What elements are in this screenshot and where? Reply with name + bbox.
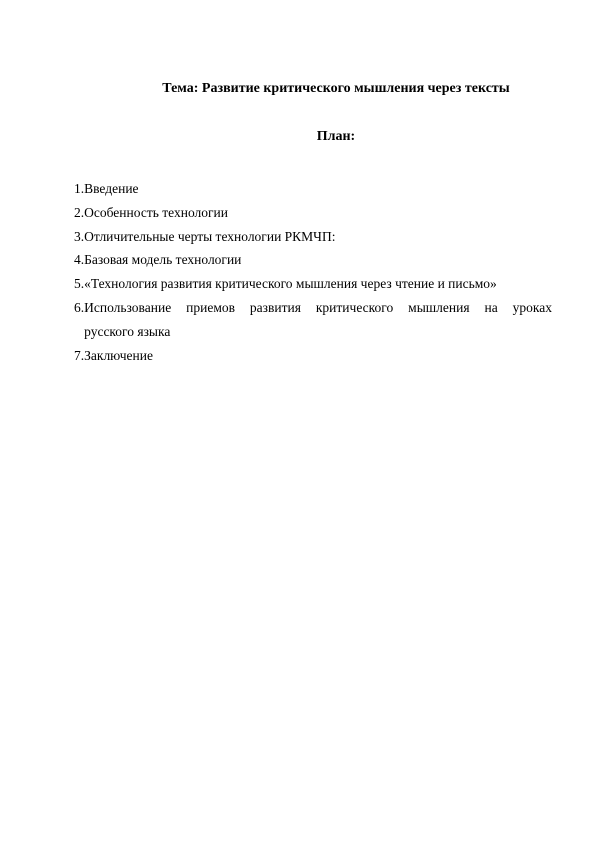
plan-item-text: Введение [84,181,139,196]
plan-item-text: Отличительные черты технологии РКМЧП: [84,228,336,244]
plan-item-text-block [84,296,552,344]
plan-item-number: 5. [74,276,85,292]
plan-item-number: 4. [74,252,85,268]
plan-item-4 [74,248,552,272]
plan-item-2 [74,201,552,225]
document-title: Тема: Развитие критического мышления через тексты [162,81,510,96]
plan-item-text: Использование приемов развития критического мышления на уроках [84,299,552,315]
plan-item-5 [74,272,552,296]
plan-item-number: 1. [74,181,85,196]
plan-item-text: Базовая модель технологии [84,252,242,268]
plan-heading: План: [316,129,356,144]
plan-item-number: 3. [74,228,85,244]
plan-item-7 [74,344,552,368]
plan-item-6 [74,296,552,344]
plan-item-number: 2. [74,204,85,220]
plan-item-1 [74,177,552,201]
plan-item-text: Заключение [84,347,153,363]
plan-list [74,177,552,367]
plan-item-number: 6. [74,299,85,315]
plan-item-number: 7. [74,347,85,363]
plan-item-text-continuation: русского языка [84,323,171,339]
plan-item-text: «Технология развития критического мышления через чтение и письмо» [84,276,497,292]
plan-item-3 [74,225,552,249]
plan-item-text: Особенность технологии [84,204,228,220]
